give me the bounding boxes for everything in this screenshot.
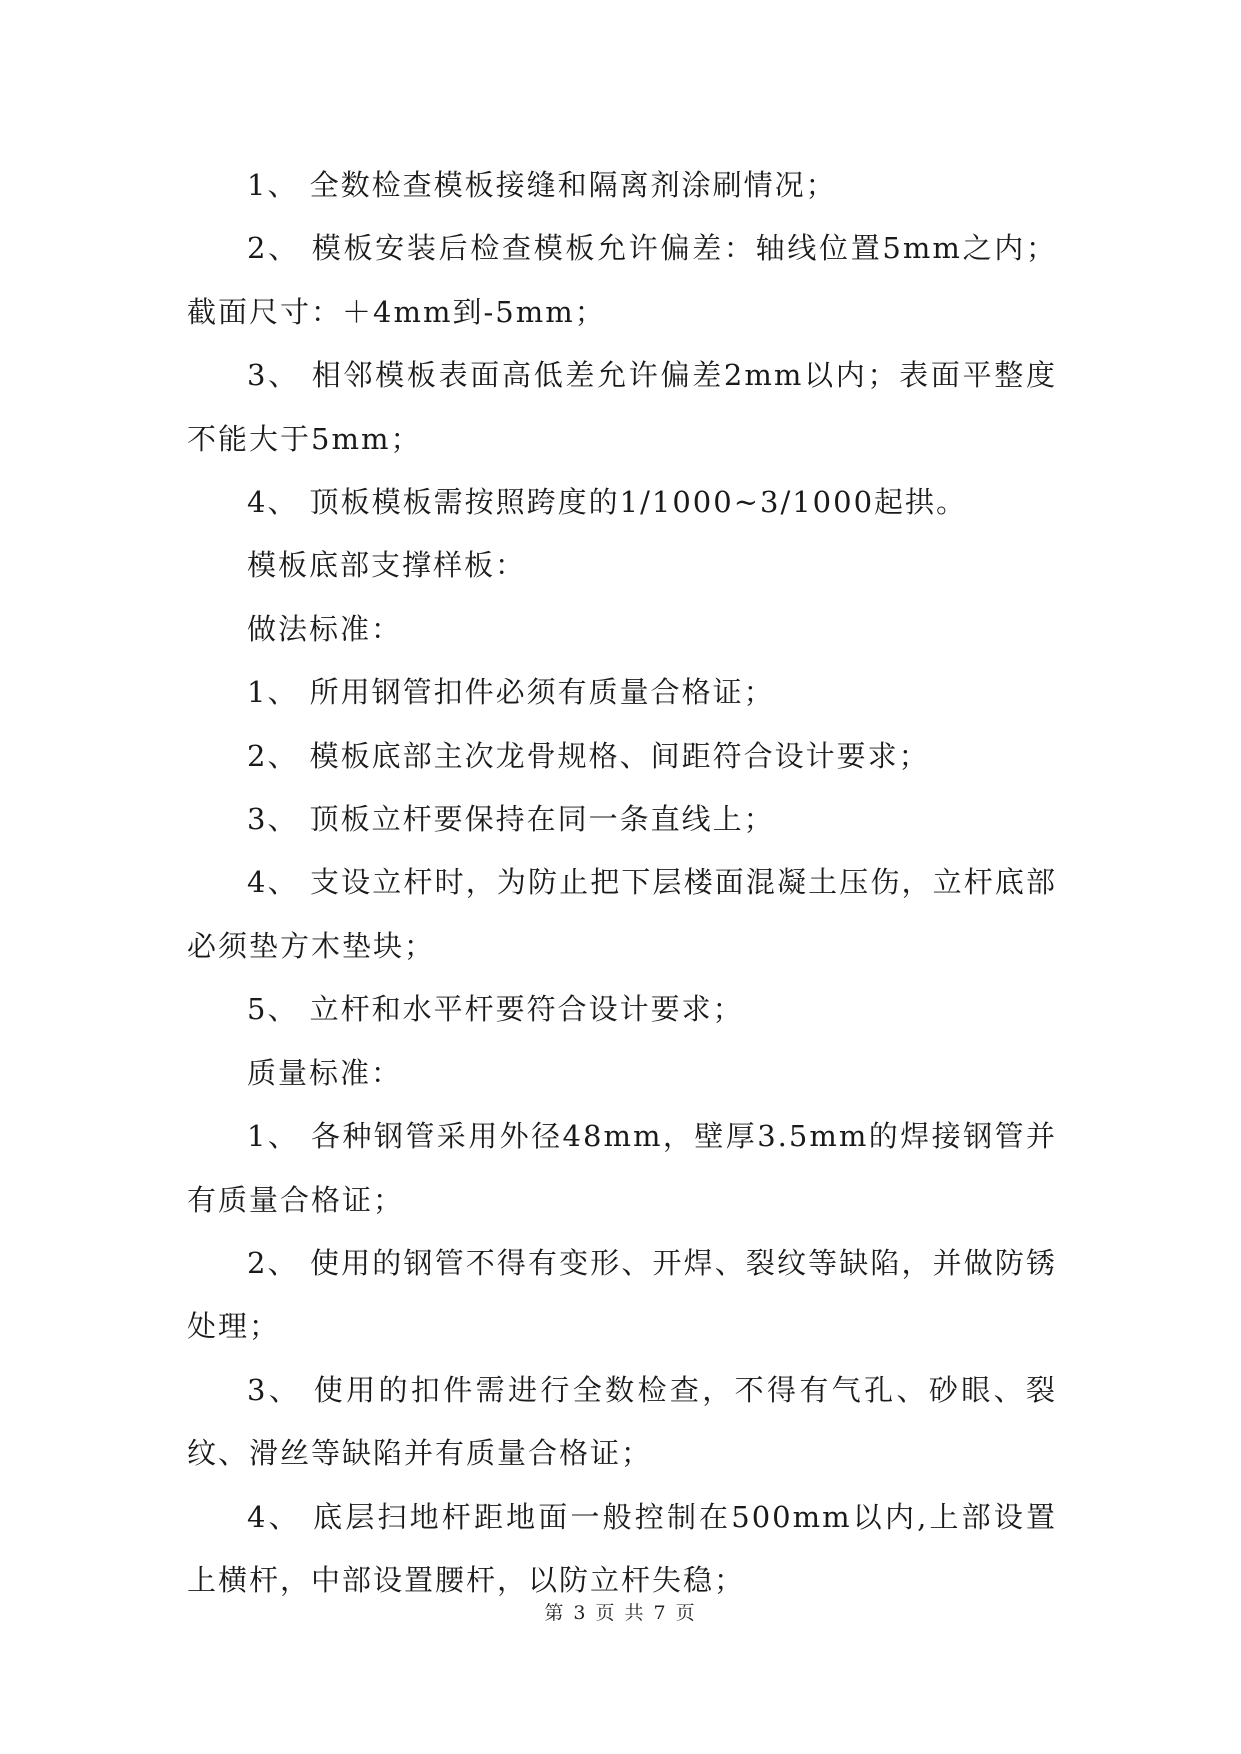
paragraph: 3、 顶板立杆要保持在同一条直线上； [247, 802, 775, 837]
paragraph: 1、 所用钢管扣件必须有质量合格证； [247, 675, 775, 710]
section-heading: 质量标准： [247, 1055, 403, 1090]
paragraph: 4、 底层扫地杆距地面一般控制在500mm以内,上部设置上横杆，中部设置腰杆，以防立杆失稳； [187, 1499, 1057, 1597]
page-footer [0, 1598, 1241, 1625]
section-heading: 做法标准： [247, 611, 403, 646]
document-body [187, 154, 1057, 1612]
paragraph: 1、 全数检查模板接缝和隔离剂涂刷情况； [247, 168, 837, 202]
paragraph: 2、 模板底部主次龙骨规格、间距符合设计要求； [247, 738, 930, 773]
paragraph: 4、 顶板模板需按照跨度的1/1000~3/1000起拱。 [247, 485, 968, 520]
page-number: 第 3 页 共 7 页 [544, 1602, 697, 1624]
paragraph: 5、 立杆和水平杆要符合设计要求； [247, 992, 744, 1027]
paragraph: 1、 各种钢管采用外径48mm，壁厚3.5mm的焊接钢管并有质量合格证； [187, 1119, 1057, 1217]
paragraph: 2、 使用的钢管不得有变形、开焊、裂纹等缺陷，并做防锈处理； [187, 1245, 1057, 1344]
section-heading: 模板底部支撑样板： [247, 548, 527, 583]
paragraph: 4、 支设立杆时，为防止把下层楼面混凝土压伤，立杆底部必须垫方木垫块； [187, 865, 1057, 963]
paragraph: 3、 使用的扣件需进行全数检查，不得有气孔、砂眼、裂纹、滑丝等缺陷并有质量合格证； [187, 1372, 1057, 1471]
paragraph: 2、 模板安装后检查模板允许偏差：轴线位置5mm之内；截面尺寸：＋4mm到-5mm； [187, 231, 1057, 329]
paragraph: 3、 相邻模板表面高低差允许偏差2mm以内；表面平整度不能大于5mm； [187, 358, 1057, 456]
